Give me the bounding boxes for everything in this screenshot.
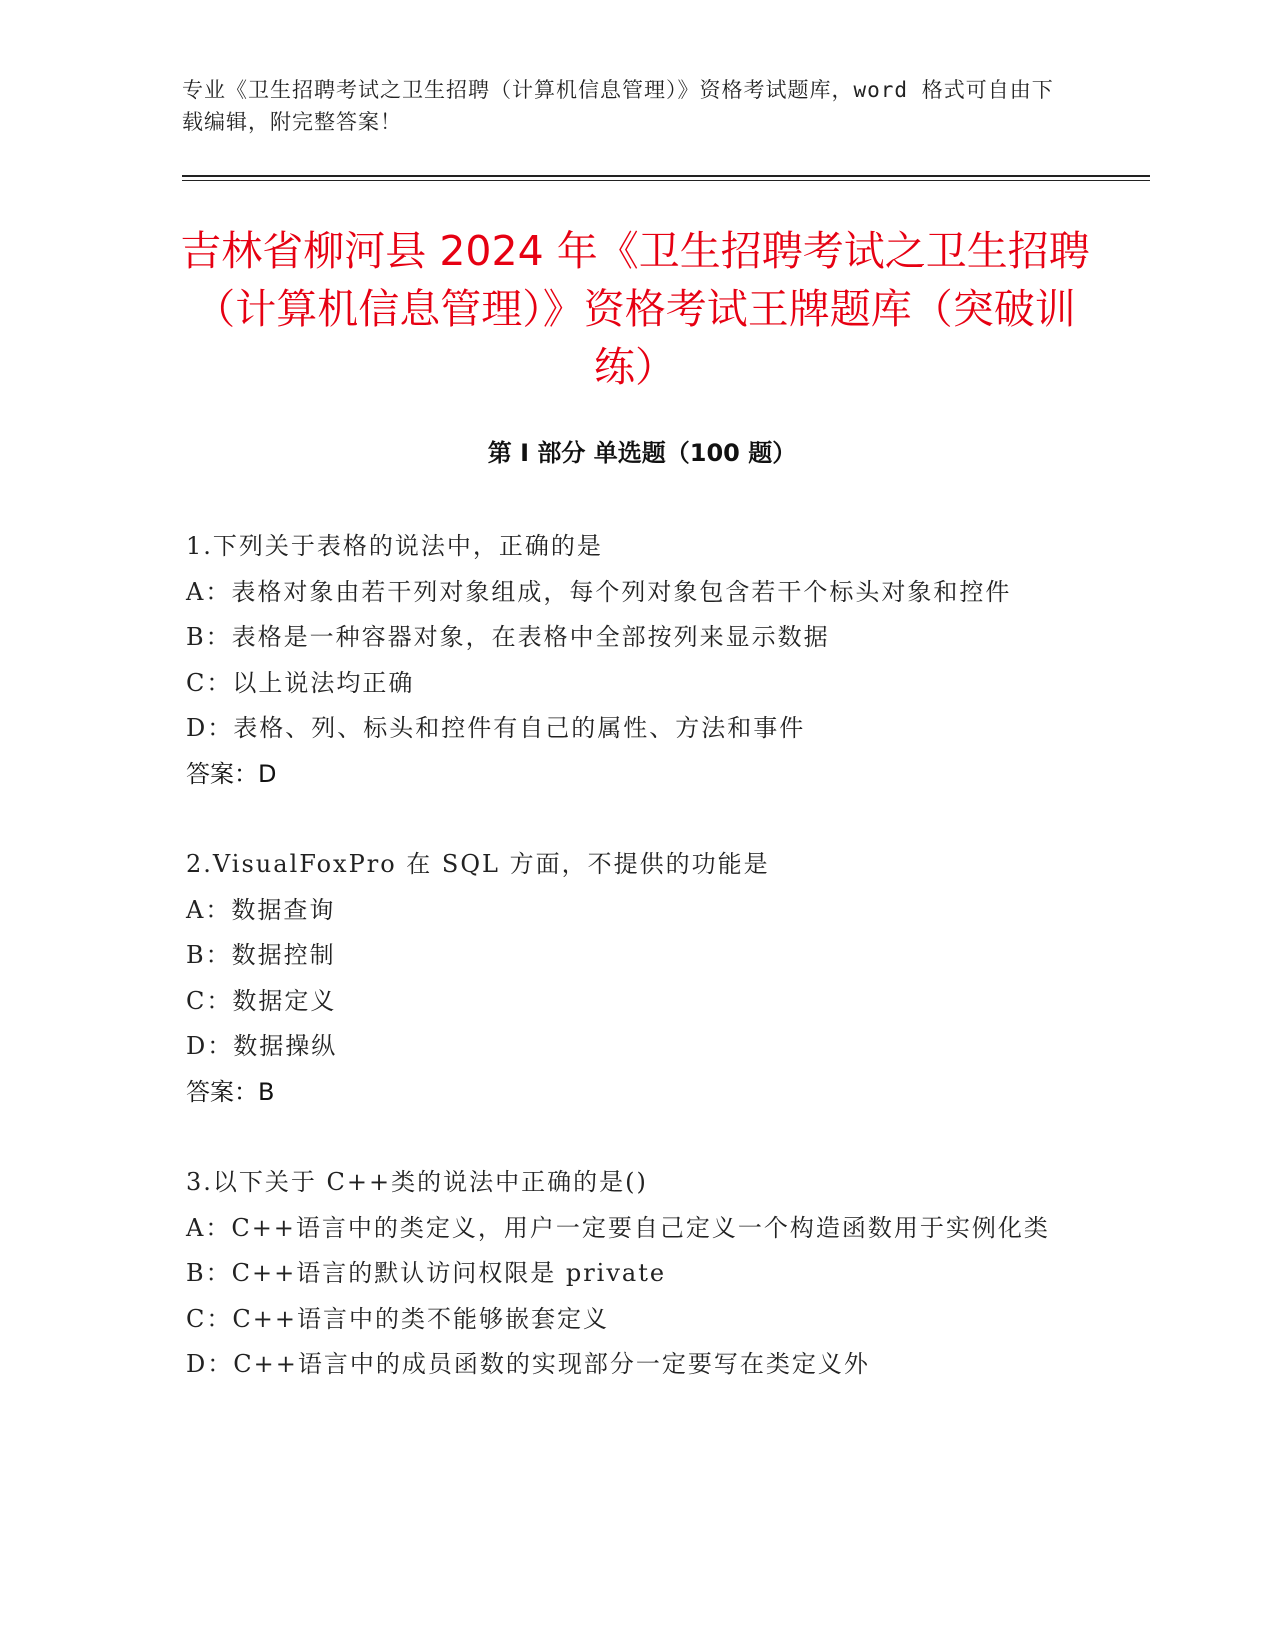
question-1	[186, 524, 1066, 797]
option-c: C：C++语言中的类不能够嵌套定义	[186, 1304, 609, 1333]
option-a: A：C++语言中的类定义，用户一定要自己定义一个构造函数用于实例化类	[186, 1213, 1050, 1242]
section-title: 第 I 部分 单选题（100 题）	[487, 439, 797, 467]
option-d: D：数据操纵	[186, 1032, 338, 1060]
option-c: C：数据定义	[186, 986, 337, 1015]
question-3	[186, 1160, 1066, 1388]
question-stem: 2.VisualFoxPro 在 SQL 方面，不提供的功能是	[186, 850, 770, 878]
option-b: B：数据控制	[186, 941, 336, 969]
option-b: B：C++语言的默认访问权限是 private	[186, 1259, 667, 1287]
option-d: D：表格、列、标头和控件有自己的属性、方法和事件	[186, 714, 806, 742]
question-2	[186, 842, 1066, 1115]
question-list	[186, 524, 1066, 1433]
header-rule-thin	[182, 180, 1150, 181]
header-rule	[182, 175, 1150, 177]
option-a: A：表格对象由若干列对象组成，每个列对象包含若干个标头对象和控件	[186, 577, 1012, 606]
answer: 答案：B	[186, 1077, 275, 1106]
option-b: B：表格是一种容器对象，在表格中全部按列来显示数据	[186, 623, 830, 651]
header-note: 专业《卫生招聘考试之卫生招聘（计算机信息管理）》资格考试题库，word 格式可自由下载编辑，附完整答案！	[182, 78, 1054, 134]
answer: 答案：D	[186, 759, 277, 788]
document-title: 吉林省柳河县 2024 年《卫生招聘考试之卫生招聘（计算机信息管理）》资格考试王牌题库（突破训练）	[180, 227, 1090, 391]
option-c: C：以上说法均正确	[186, 668, 415, 697]
question-stem: 3.以下关于 C++类的说法中正确的是()	[186, 1168, 648, 1196]
question-stem: 1.下列关于表格的说法中，正确的是	[186, 532, 603, 560]
option-a: A：数据查询	[186, 895, 336, 924]
option-d: D：C++语言中的成员函数的实现部分一定要写在类定义外	[186, 1350, 870, 1378]
